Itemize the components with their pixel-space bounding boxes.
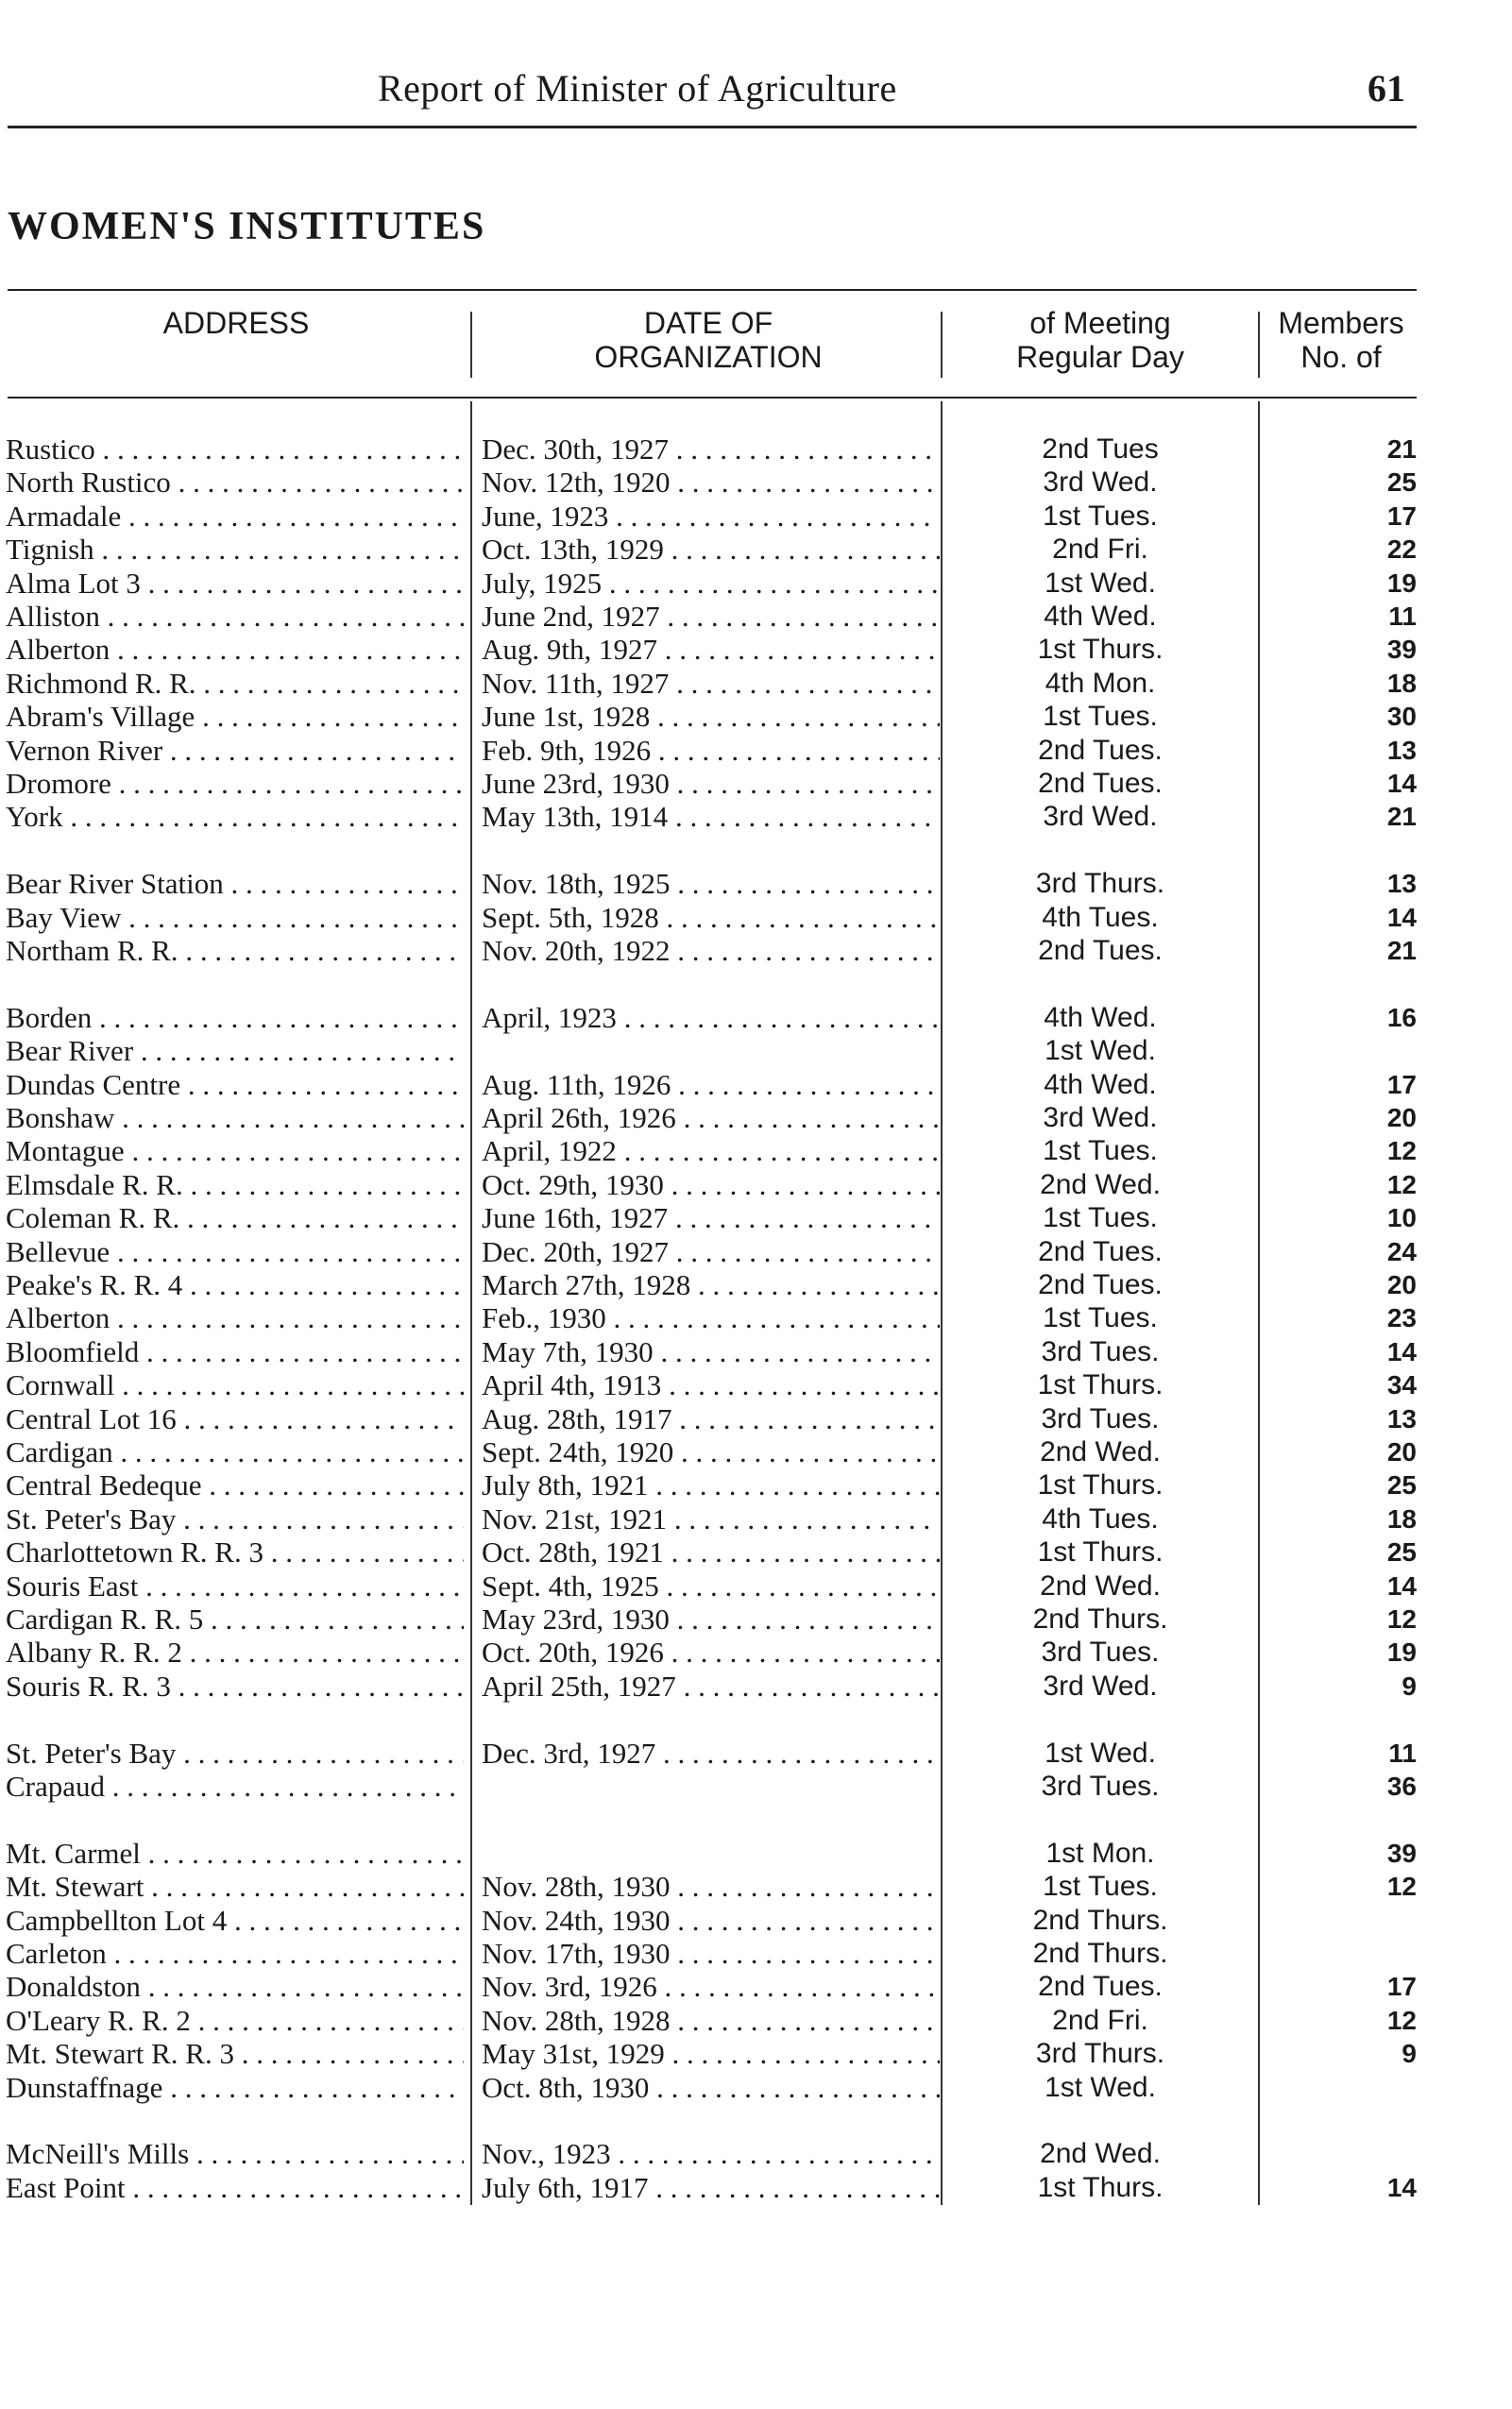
- address-cell: Cardigan R. R. 5 . . .: [6, 1603, 464, 1636]
- table-row: [0, 567, 1512, 600]
- date-cell: Nov. 28th, 1930 . . .: [482, 1870, 940, 1903]
- address-cell: Central Bedeque . . .: [6, 1468, 464, 1501]
- meeting-day-cell: 2nd Tues.: [1038, 1971, 1163, 2002]
- members-cell: 18: [1386, 669, 1417, 698]
- date-cell: May 7th, 1930 . . .: [482, 1335, 940, 1368]
- running-head: [0, 66, 1512, 113]
- date-cell: May 31st, 1929 . . .: [482, 2037, 940, 2070]
- column-divider-1: [470, 312, 472, 378]
- members-cell: 9: [1402, 2039, 1417, 2068]
- column-header-meeting-line1: of Meeting: [1029, 306, 1171, 340]
- meeting-day-cell: 1st Thurs.: [1037, 1369, 1164, 1400]
- members-cell: 12: [1386, 1136, 1417, 1165]
- date-cell: April 25th, 1927 . . .: [482, 1670, 940, 1703]
- meeting-day-cell: 3rd Wed.: [1043, 801, 1158, 832]
- address-cell: Souris East . . .: [6, 1569, 464, 1603]
- members-cell: 21: [1386, 936, 1417, 965]
- table-row: [0, 1937, 1512, 1970]
- meeting-day-cell: 1st Thurs.: [1037, 1536, 1164, 1568]
- meeting-day-cell: 3rd Wed.: [1043, 1671, 1158, 1702]
- table-row: [0, 1435, 1512, 1468]
- address-cell: Alma Lot 3 . . .: [6, 567, 464, 600]
- table-row: [0, 1603, 1512, 1636]
- address-cell: Bellevue . . .: [6, 1235, 464, 1268]
- address-cell: Alberton . . .: [6, 633, 464, 666]
- date-cell: Oct. 28th, 1921 . . .: [482, 1535, 940, 1569]
- date-cell: June 1st, 1928 . . .: [482, 700, 940, 733]
- members-cell: 12: [1386, 1604, 1417, 1634]
- address-cell: Bloomfield . . .: [6, 1335, 464, 1368]
- address-cell: Central Lot 16 . . .: [6, 1402, 464, 1435]
- table-row: [0, 1402, 1512, 1435]
- members-cell: 18: [1386, 1504, 1417, 1534]
- date-cell: Oct. 29th, 1930 . . .: [482, 1168, 940, 1201]
- date-cell: Aug. 9th, 1927 . . .: [482, 633, 940, 666]
- table-row: [0, 767, 1512, 800]
- members-cell: 14: [1386, 769, 1417, 798]
- table-row: [0, 1535, 1512, 1569]
- date-cell: Dec. 20th, 1927 . . .: [482, 1235, 940, 1268]
- date-cell: May 23rd, 1930 . . .: [482, 1603, 940, 1636]
- running-title: Report of Minister of Agriculture: [378, 67, 897, 110]
- meeting-day-cell: 1st Thurs.: [1037, 634, 1164, 665]
- address-cell: Montague . . .: [6, 1134, 464, 1167]
- date-cell: June 23rd, 1930 . . .: [482, 767, 940, 800]
- members-cell: 20: [1386, 1270, 1417, 1299]
- date-cell: March 27th, 1928 . . .: [482, 1268, 940, 1301]
- members-cell: 39: [1386, 635, 1417, 664]
- address-cell: Cardigan . . .: [6, 1435, 464, 1468]
- header-rule: [8, 126, 1417, 128]
- address-cell: East Point . . .: [6, 2171, 464, 2204]
- date-cell: June 16th, 1927 . . .: [482, 1201, 940, 1234]
- table-row: [0, 1168, 1512, 1201]
- members-cell: 22: [1386, 534, 1417, 564]
- date-cell: Oct. 20th, 1926 . . .: [482, 1636, 940, 1669]
- date-cell: Nov. 18th, 1925 . . .: [482, 867, 940, 900]
- address-cell: Mt. Carmel . . .: [6, 1837, 464, 1870]
- members-cell: 20: [1386, 1437, 1417, 1467]
- members-cell: 25: [1386, 467, 1417, 497]
- members-cell: 23: [1386, 1303, 1417, 1332]
- column-header-meeting-line2: Regular Day: [1016, 340, 1184, 374]
- address-cell: Bear River . . .: [6, 1034, 464, 1067]
- meeting-day-cell: 1st Thurs.: [1037, 1469, 1164, 1501]
- address-cell: St. Peter's Bay . . .: [6, 1737, 464, 1770]
- table-row: [0, 700, 1512, 733]
- table-row: [0, 1502, 1512, 1535]
- address-cell: St. Peter's Bay . . .: [6, 1502, 464, 1535]
- table-row: [0, 2171, 1512, 2204]
- column-header-address-text: ADDRESS: [162, 306, 310, 340]
- members-cell: 30: [1386, 702, 1417, 731]
- table-row: [0, 1268, 1512, 1301]
- date-cell: Nov. 12th, 1920 . . .: [482, 466, 940, 499]
- table-top-rule: [8, 289, 1417, 291]
- date-cell: Nov. 28th, 1928 . . .: [482, 2004, 940, 2037]
- address-cell: Rustico . . .: [6, 433, 464, 466]
- address-cell: Tignish . . .: [6, 533, 464, 566]
- members-cell: 17: [1386, 1070, 1417, 1099]
- meeting-day-cell: 2nd Wed.: [1040, 1169, 1161, 1200]
- date-cell: April, 1923 . . .: [482, 1001, 940, 1034]
- address-cell: Cornwall . . .: [6, 1368, 464, 1401]
- column-divider-2: [941, 312, 943, 378]
- address-cell: O'Leary R. R. 2 . . .: [6, 2004, 464, 2037]
- date-cell: Feb., 1930 . . .: [482, 1301, 940, 1334]
- table-row: [0, 1636, 1512, 1669]
- members-cell: 10: [1386, 1203, 1417, 1232]
- address-cell: Dundas Centre . . .: [6, 1068, 464, 1101]
- table-row: [0, 934, 1512, 967]
- meeting-day-cell: 1st Tues.: [1043, 500, 1158, 532]
- meeting-day-cell: 1st Wed.: [1045, 568, 1156, 599]
- address-cell: Peake's R. R. 4 . . .: [6, 1268, 464, 1301]
- table-row: [0, 1335, 1512, 1368]
- date-cell: Aug. 28th, 1917 . . .: [482, 1402, 940, 1435]
- meeting-day-cell: 1st Wed.: [1045, 2072, 1156, 2103]
- meeting-day-cell: 1st Tues.: [1043, 1135, 1158, 1166]
- column-header-date-line1: DATE OF: [643, 306, 773, 340]
- table-row: [0, 1235, 1512, 1268]
- members-cell: 13: [1386, 736, 1417, 765]
- table-row: [0, 1101, 1512, 1134]
- date-cell: June 2nd, 1927 . . .: [482, 600, 940, 633]
- address-cell: Bay View . . .: [6, 901, 464, 934]
- members-cell: 20: [1386, 1103, 1417, 1132]
- column-header-date: [477, 306, 940, 374]
- date-cell: June, 1923 . . .: [482, 500, 940, 533]
- table-row: [0, 800, 1512, 833]
- members-cell: 12: [1386, 1170, 1417, 1199]
- date-cell: April, 1922 . . .: [482, 1134, 940, 1167]
- table-row: [0, 667, 1512, 700]
- members-cell: 21: [1386, 802, 1417, 831]
- table-row: [0, 1134, 1512, 1167]
- address-cell: Borden . . .: [6, 1001, 464, 1034]
- meeting-day-cell: 3rd Tues.: [1041, 1403, 1160, 1434]
- members-cell: 11: [1388, 602, 1417, 631]
- date-cell: Sept. 5th, 1928 . . .: [482, 901, 940, 934]
- date-cell: Oct. 8th, 1930 . . .: [482, 2071, 940, 2104]
- meeting-day-cell: 2nd Wed.: [1040, 1436, 1161, 1467]
- address-cell: Coleman R. R. . . .: [6, 1201, 464, 1234]
- table-row: [0, 2037, 1512, 2070]
- members-cell: 25: [1386, 1470, 1417, 1500]
- meeting-day-cell: 2nd Tues.: [1038, 1236, 1163, 1267]
- members-cell: 19: [1386, 568, 1417, 598]
- members-cell: 36: [1386, 1772, 1417, 1801]
- meeting-day-cell: 3rd Tues.: [1041, 1336, 1160, 1367]
- address-cell: Dunstaffnage . . .: [6, 2071, 464, 2104]
- date-cell: Nov. 3rd, 1926 . . .: [482, 1970, 940, 2003]
- address-cell: Carleton . . .: [6, 1937, 464, 1970]
- table-row: [0, 1368, 1512, 1401]
- table-row: [0, 1737, 1512, 1770]
- meeting-day-cell: 1st Tues.: [1043, 1871, 1158, 1902]
- members-cell: 19: [1386, 1637, 1417, 1667]
- address-cell: Campbellton Lot 4 . . .: [6, 1904, 464, 1937]
- members-cell: 12: [1386, 2006, 1417, 2035]
- table-row: [0, 500, 1512, 533]
- meeting-day-cell: 3rd Wed.: [1043, 467, 1158, 498]
- date-cell: Dec. 30th, 1927 . . .: [482, 433, 940, 466]
- table-row: [0, 2137, 1512, 2170]
- meeting-day-cell: 1st Wed.: [1045, 1738, 1156, 1769]
- meeting-day-cell: 3rd Tues.: [1041, 1771, 1160, 1802]
- address-cell: Mt. Stewart . . .: [6, 1870, 464, 1903]
- table-row: [0, 867, 1512, 900]
- meeting-day-cell: 4th Tues.: [1042, 902, 1159, 933]
- column-header-meeting: [944, 306, 1256, 374]
- meeting-day-cell: 1st Wed.: [1045, 1035, 1156, 1066]
- address-cell: Bear River Station . . .: [6, 867, 464, 900]
- address-cell: North Rustico . . .: [6, 466, 464, 499]
- address-cell: Donaldston . . .: [6, 1970, 464, 2003]
- column-divider-3: [1258, 312, 1260, 378]
- address-cell: York . . .: [6, 800, 464, 833]
- meeting-day-cell: 4th Tues.: [1042, 1503, 1159, 1535]
- address-cell: Alliston . . .: [6, 600, 464, 633]
- table-row: [0, 600, 1512, 633]
- address-cell: Souris R. R. 3 . . .: [6, 1670, 464, 1703]
- date-cell: Aug. 11th, 1926 . . .: [482, 1068, 940, 1101]
- address-cell: Dromore . . .: [6, 767, 464, 800]
- address-cell: Bonshaw . . .: [6, 1101, 464, 1134]
- meeting-day-cell: 3rd Wed.: [1043, 1102, 1158, 1133]
- date-cell: Nov. 24th, 1930 . . .: [482, 1904, 940, 1937]
- date-cell: Sept. 24th, 1920 . . .: [482, 1435, 940, 1468]
- members-cell: 25: [1386, 1537, 1417, 1567]
- members-cell: 24: [1386, 1237, 1417, 1266]
- members-cell: 12: [1386, 1872, 1417, 1901]
- date-cell: Sept. 4th, 1925 . . .: [482, 1569, 940, 1603]
- date-cell: Nov. 21st, 1921 . . .: [482, 1502, 940, 1535]
- address-cell: Richmond R. R. . . .: [6, 667, 464, 700]
- column-header-members-line1: Members: [1278, 306, 1404, 340]
- column-header-date-line2: ORGANIZATION: [594, 340, 823, 374]
- address-cell: Crapaud . . .: [6, 1770, 464, 1803]
- table-row: [0, 734, 1512, 767]
- members-cell: 14: [1386, 1571, 1417, 1601]
- members-cell: 21: [1386, 434, 1417, 464]
- table-row: [0, 1870, 1512, 1903]
- table-row: [0, 533, 1512, 566]
- meeting-day-cell: 2nd Thurs.: [1032, 1603, 1168, 1635]
- address-cell: Vernon River . . .: [6, 734, 464, 767]
- meeting-day-cell: 1st Thurs.: [1037, 2172, 1164, 2203]
- table-row: [0, 901, 1512, 934]
- column-header-members: [1261, 306, 1421, 374]
- date-cell: May 13th, 1914 . . .: [482, 800, 940, 833]
- address-cell: Armadale . . .: [6, 500, 464, 533]
- meeting-day-cell: 2nd Wed.: [1040, 1570, 1161, 1602]
- table-row: [0, 633, 1512, 666]
- meeting-day-cell: 2nd Tues.: [1038, 735, 1163, 766]
- table-row: [0, 2004, 1512, 2037]
- address-cell: Alberton . . .: [6, 1301, 464, 1334]
- date-cell: Nov. 11th, 1927 . . .: [482, 667, 940, 700]
- meeting-day-cell: 2nd Wed.: [1040, 2138, 1161, 2169]
- meeting-day-cell: 4th Wed.: [1044, 1002, 1157, 1033]
- members-cell: 14: [1386, 1337, 1417, 1366]
- column-header-members-line2: No. of: [1300, 340, 1382, 374]
- table-row: [0, 1001, 1512, 1034]
- meeting-day-cell: 1st Mon.: [1045, 1838, 1155, 1869]
- meeting-day-cell: 4th Wed.: [1044, 601, 1157, 632]
- members-cell: 13: [1386, 1404, 1417, 1434]
- page-number: 61: [1368, 67, 1405, 110]
- members-cell: 34: [1386, 1370, 1417, 1400]
- table-row: [0, 1068, 1512, 1101]
- date-cell: Nov. 17th, 1930 . . .: [482, 1937, 940, 1970]
- table-row: [0, 1468, 1512, 1501]
- meeting-day-cell: 2nd Tues: [1042, 433, 1159, 465]
- date-cell: Oct. 13th, 1929 . . .: [482, 533, 940, 566]
- address-cell: Elmsdale R. R. . . .: [6, 1168, 464, 1201]
- address-cell: Northam R. R. . . .: [6, 934, 464, 967]
- table-row: [0, 1770, 1512, 1803]
- members-cell: 13: [1386, 869, 1417, 898]
- address-cell: Abram's Village . . .: [6, 700, 464, 733]
- meeting-day-cell: 4th Wed.: [1044, 1069, 1157, 1100]
- members-cell: 11: [1388, 1739, 1417, 1768]
- meeting-day-cell: 2nd Thurs.: [1032, 1905, 1168, 1936]
- meeting-day-cell: 1st Tues.: [1043, 1302, 1158, 1333]
- table-row: [0, 433, 1512, 466]
- date-cell: Nov. 20th, 1922 . . .: [482, 934, 940, 967]
- meeting-day-cell: 4th Mon.: [1045, 668, 1156, 699]
- address-cell: McNeill's Mills . . .: [6, 2137, 464, 2170]
- meeting-day-cell: 2nd Fri.: [1052, 2005, 1148, 2036]
- date-cell: Dec. 3rd, 1927 . . .: [482, 1737, 940, 1770]
- table-row: [0, 1904, 1512, 1937]
- meeting-day-cell: 2nd Tues.: [1038, 1269, 1163, 1300]
- table-head-rule: [8, 397, 1417, 399]
- column-header-address: [9, 306, 463, 340]
- section-title: WOMEN'S INSTITUTES: [8, 205, 486, 248]
- members-cell: 17: [1386, 501, 1417, 531]
- members-cell: 14: [1386, 2173, 1417, 2202]
- members-cell: 14: [1386, 903, 1417, 932]
- table-row: [0, 1670, 1512, 1703]
- meeting-day-cell: 3rd Thurs.: [1035, 2038, 1165, 2069]
- table-row: [0, 1569, 1512, 1603]
- table-row: [0, 2071, 1512, 2104]
- address-cell: Albany R. R. 2 . . .: [6, 1636, 464, 1669]
- table-row: [0, 466, 1512, 499]
- meeting-day-cell: 2nd Thurs.: [1032, 1938, 1168, 1969]
- table-row: [0, 1034, 1512, 1067]
- address-cell: Charlottetown R. R. 3 . . .: [6, 1535, 464, 1569]
- meeting-day-cell: 2nd Tues.: [1038, 768, 1163, 799]
- members-cell: 16: [1386, 1003, 1417, 1032]
- members-cell: 39: [1386, 1839, 1417, 1868]
- members-cell: 17: [1386, 1972, 1417, 2001]
- date-cell: April 26th, 1926 . . .: [482, 1101, 940, 1134]
- date-cell: Feb. 9th, 1926 . . .: [482, 734, 940, 767]
- date-cell: July, 1925 . . .: [482, 567, 940, 600]
- meeting-day-cell: 3rd Thurs.: [1035, 868, 1165, 899]
- address-cell: Mt. Stewart R. R. 3 . . .: [6, 2037, 464, 2070]
- members-cell: 9: [1402, 1671, 1417, 1701]
- meeting-day-cell: 1st Tues.: [1043, 1202, 1158, 1233]
- table-row: [0, 1970, 1512, 2003]
- date-cell: April 4th, 1913 . . .: [482, 1368, 940, 1401]
- meeting-day-cell: 1st Tues.: [1043, 701, 1158, 732]
- table-row: [0, 1301, 1512, 1334]
- meeting-day-cell: 2nd Tues.: [1038, 935, 1163, 966]
- meeting-day-cell: 3rd Tues.: [1041, 1637, 1160, 1668]
- date-cell: Nov., 1923 . . .: [482, 2137, 940, 2170]
- date-cell: July 6th, 1917 . . .: [482, 2171, 940, 2204]
- meeting-day-cell: 2nd Fri.: [1052, 534, 1148, 565]
- table-row: [0, 1837, 1512, 1870]
- date-cell: July 8th, 1921 . . .: [482, 1468, 940, 1501]
- table-row: [0, 1201, 1512, 1234]
